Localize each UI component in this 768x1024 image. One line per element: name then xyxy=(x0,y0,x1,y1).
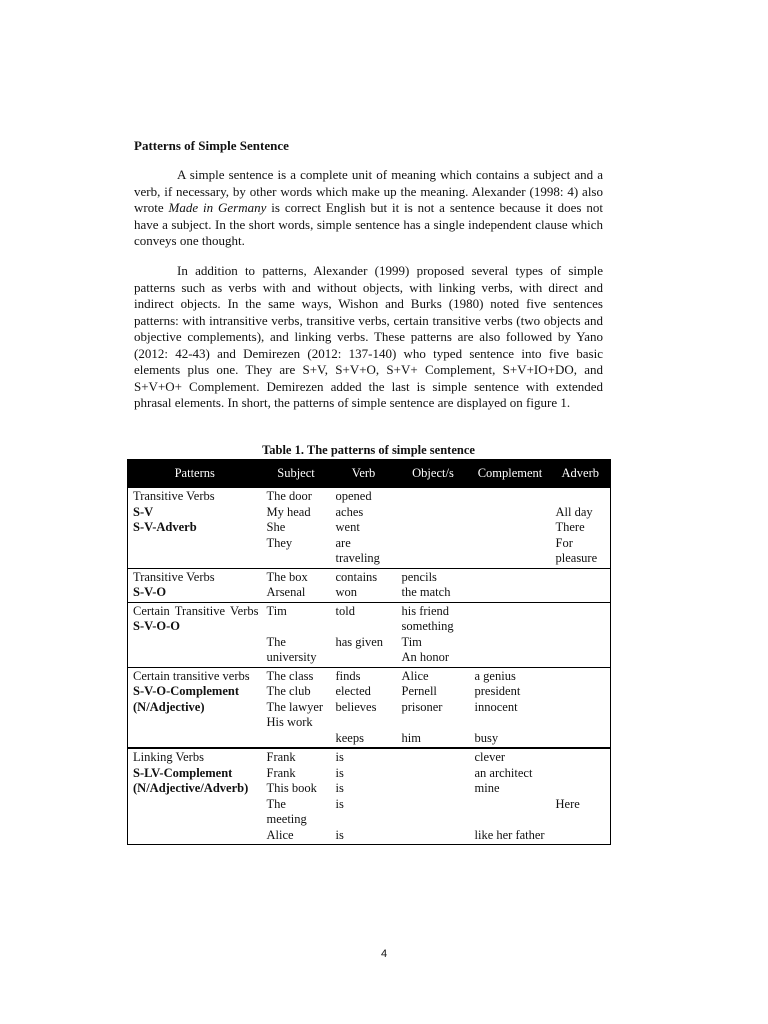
cell-line: is xyxy=(335,781,344,795)
cell-line: Here xyxy=(555,796,580,811)
cell-line: S-V-O xyxy=(133,585,167,599)
cell-line xyxy=(475,797,548,813)
complement-cell xyxy=(470,667,551,748)
verb-cell xyxy=(331,568,397,602)
subject-cell xyxy=(262,488,331,568)
patterns-cell xyxy=(128,488,262,568)
table-row xyxy=(128,488,611,568)
cell-line: S-V xyxy=(133,504,154,519)
patterns-cell xyxy=(128,667,262,748)
cell-line xyxy=(556,766,608,782)
cell-line: clever xyxy=(474,750,506,764)
header-patterns: Patterns xyxy=(128,460,262,489)
cell-line: Transitive Verbs xyxy=(133,569,215,584)
verb-cell xyxy=(331,602,397,667)
patterns-cell xyxy=(128,748,262,845)
objects-cell xyxy=(397,488,470,568)
cell-line: They xyxy=(266,535,293,550)
subject-cell xyxy=(262,667,331,748)
cell-line: His work xyxy=(266,715,313,729)
cell-line: the match xyxy=(401,585,451,599)
complement-cell xyxy=(470,488,551,568)
subject-cell xyxy=(262,568,331,602)
patterns-table xyxy=(127,459,611,845)
header-objects: Object/s xyxy=(397,460,470,489)
adverb-cell xyxy=(551,602,611,667)
cell-line: prisoner xyxy=(401,699,443,714)
verb-cell xyxy=(331,748,397,845)
cell-line: Certain transitive verbs xyxy=(133,668,250,683)
cell-line: The box xyxy=(266,569,308,584)
subject-cell xyxy=(262,748,331,845)
cell-line: She xyxy=(266,520,286,534)
cell-line: pencils xyxy=(401,569,437,584)
cell-line: Certain Transitive Verbs xyxy=(133,603,259,618)
cell-line xyxy=(402,715,467,731)
paragraph-1 xyxy=(134,167,603,250)
cell-line: is xyxy=(335,750,344,764)
table-row xyxy=(128,748,611,845)
cell-line: The university xyxy=(266,634,317,664)
objects-cell xyxy=(397,748,470,845)
complement-cell xyxy=(470,602,551,667)
verb-cell xyxy=(331,667,397,748)
cell-line: a genius xyxy=(474,668,516,683)
header-verb: Verb xyxy=(331,460,397,489)
cell-line xyxy=(336,812,394,828)
paragraph-2 xyxy=(134,263,603,412)
cell-line: There xyxy=(555,520,585,534)
paragraph-2-text: In addition to patterns, Alexander (1999) proposed several types of simple patterns such as verbs with and without objects, with linking verbs, with direct and indirect objects. In the same ways, Wishon and Burks (1980) noted five sentences patterns: with intransitive verbs, transitive verbs, certain transitive verbs (two objects and objective complements), and linking verbs. These patterns are also followed by Yano (2012: 42-43) and Demirezen (2012: 137-140) who typed sentence into five basic elements plus one. They are S+V, S+V+O, S+V+ Complement, S+V+IO+DO, and S+V+O+ Complement. Demirezen added the last is simple sentence with extended phrasal elements. In short, the patterns of simple sentence are displayed on figure 1. xyxy=(134,263,603,410)
paragraph-1-text-b: is correct English but it is not a sentence because it does not have a subject. In the short words, simple sentence has a single independent clause which conveys one thought. xyxy=(134,200,603,248)
cell-line: (N/Adjective/Adverb) xyxy=(133,781,249,795)
table-row xyxy=(128,667,611,748)
cell-line: S-V-O-O xyxy=(133,619,180,633)
cell-line: S-LV-Complement xyxy=(133,765,233,780)
cell-line: Alice xyxy=(266,827,294,842)
paragraph-1-italic: Made in Germany xyxy=(168,200,267,215)
patterns-cell xyxy=(128,568,262,602)
cell-line: All day xyxy=(555,504,593,519)
cell-line xyxy=(556,781,608,797)
table-row xyxy=(128,568,611,602)
cell-line: aches xyxy=(335,504,364,519)
cell-line: president xyxy=(474,684,521,698)
cell-line: An honor xyxy=(401,650,450,664)
cell-line: are xyxy=(335,535,351,550)
cell-line: S-V-O-Complement xyxy=(133,684,239,698)
cell-line: The class xyxy=(266,668,314,683)
cell-line: innocent xyxy=(474,699,518,714)
table-row xyxy=(128,602,611,667)
cell-line: pleasure xyxy=(555,551,598,565)
table-title: Table 1. The patterns of simple sentence xyxy=(262,443,475,457)
section-heading: Patterns of Simple Sentence xyxy=(134,138,289,153)
objects-cell xyxy=(397,568,470,602)
adverb-cell xyxy=(551,748,611,845)
objects-cell xyxy=(397,602,470,667)
adverb-cell xyxy=(551,488,611,568)
cell-line xyxy=(336,715,394,731)
header-adverb: Adverb xyxy=(551,460,611,489)
cell-line: is xyxy=(335,827,344,842)
cell-line: like her father xyxy=(474,827,545,842)
cell-line: Tim xyxy=(401,634,422,649)
page-number: 4 xyxy=(380,948,388,960)
cell-line: This book xyxy=(266,781,317,795)
cell-line: Frank xyxy=(266,765,296,780)
cell-line: Frank xyxy=(266,750,296,764)
cell-line: S-V-Adverb xyxy=(133,520,197,534)
complement-cell xyxy=(470,748,551,845)
objects-cell xyxy=(397,667,470,748)
cell-line: traveling xyxy=(335,551,380,565)
complement-cell xyxy=(470,568,551,602)
cell-line: My head xyxy=(266,504,311,519)
patterns-cell xyxy=(128,602,262,667)
cell-line: Alice xyxy=(401,668,429,683)
adverb-cell xyxy=(551,667,611,748)
cell-line xyxy=(556,489,608,505)
cell-line: opened xyxy=(335,489,372,503)
header-complement: Complement xyxy=(470,460,551,489)
adverb-cell xyxy=(551,568,611,602)
cell-line xyxy=(267,619,328,635)
cell-line xyxy=(475,812,548,828)
verb-cell xyxy=(331,488,397,568)
cell-line: The meeting xyxy=(266,796,307,826)
cell-line: told xyxy=(335,603,355,618)
cell-line: has given xyxy=(335,634,384,649)
cell-line: is xyxy=(335,765,344,780)
cell-line: The club xyxy=(266,684,311,698)
cell-line: Arsenal xyxy=(266,585,306,599)
header-subject: Subject xyxy=(262,460,331,489)
cell-line: Transitive Verbs xyxy=(133,489,215,503)
cell-line: finds xyxy=(335,668,361,683)
cell-line xyxy=(556,750,608,766)
cell-line: Tim xyxy=(266,603,287,618)
cell-line: him xyxy=(401,730,421,745)
cell-line: For xyxy=(555,535,573,550)
cell-line: believes xyxy=(335,699,377,714)
cell-line: (N/Adjective) xyxy=(133,699,205,714)
cell-line: busy xyxy=(474,730,499,745)
cell-line: his friend something xyxy=(401,603,454,633)
cell-line xyxy=(336,619,394,635)
paragraph-1-text-a: A simple sentence is a complete unit of meaning which contains a subject and a verb, if necessary, by other words which make up the meaning. Alexander (1998: 4) also wrote xyxy=(134,167,603,215)
cell-line: is xyxy=(335,796,344,811)
cell-line: The lawyer xyxy=(266,699,324,714)
cell-line: won xyxy=(335,585,358,599)
cell-line: Linking Verbs xyxy=(133,750,204,764)
table-header-row xyxy=(128,460,611,489)
cell-line xyxy=(475,715,548,731)
cell-line: keeps xyxy=(335,730,364,745)
cell-line: mine xyxy=(474,781,500,795)
cell-line: elected xyxy=(335,684,371,698)
cell-line: contains xyxy=(335,569,378,584)
cell-line: The door xyxy=(266,489,312,503)
cell-line: an architect xyxy=(474,765,533,780)
cell-line: Pernell xyxy=(401,684,437,698)
subject-cell xyxy=(262,602,331,667)
cell-line: went xyxy=(335,520,360,534)
